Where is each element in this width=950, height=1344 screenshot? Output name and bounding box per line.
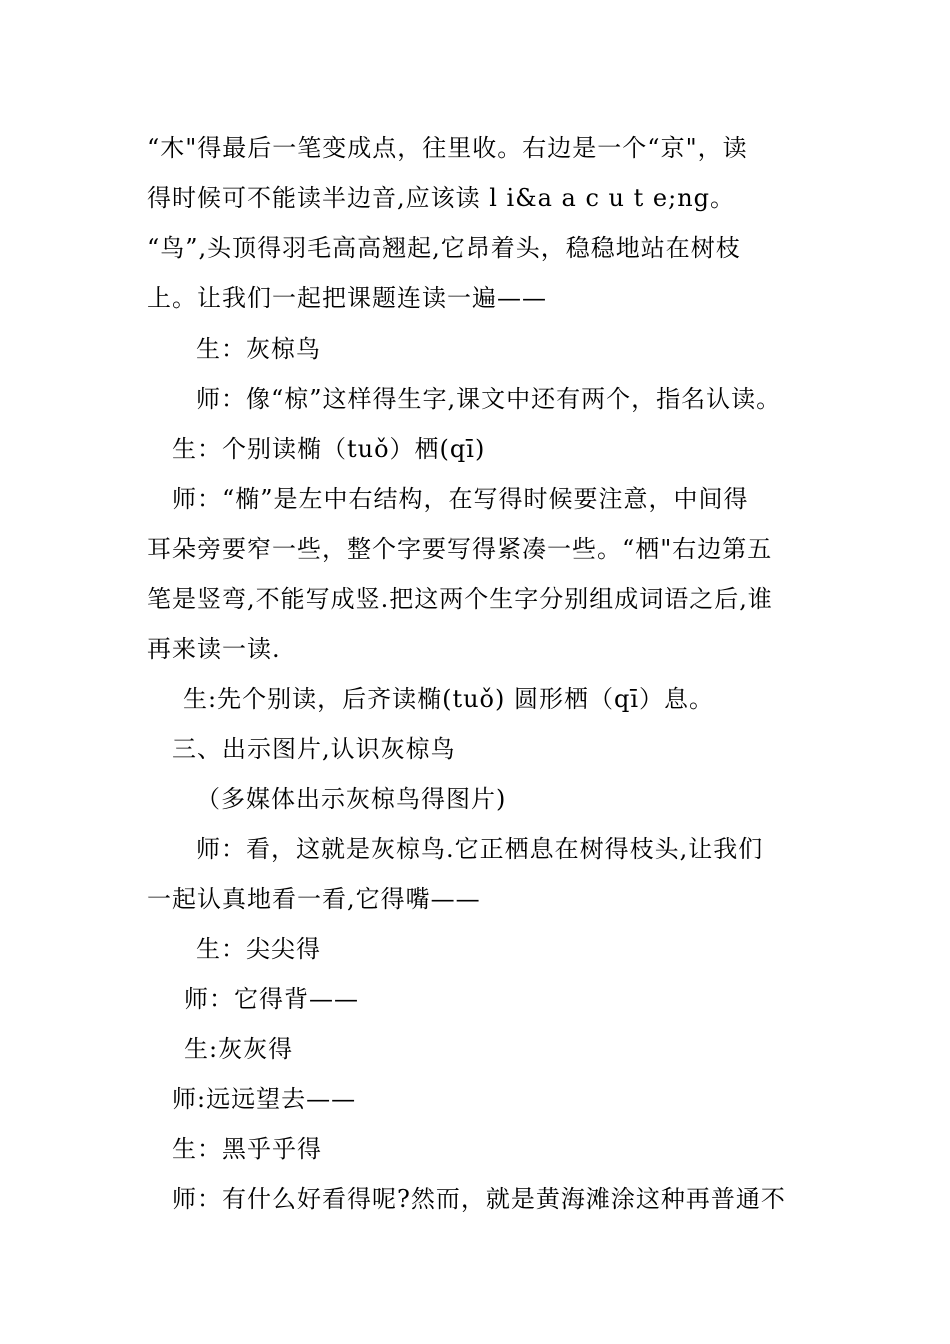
text-line-10: 笔是竖弯,不能写成竖.把这两个生字分别组成词语之后,谁 — [147, 585, 773, 613]
text-line-8: 师：“椭”是左中右结构，在写得时候要注意，中间得 — [172, 485, 749, 513]
text-line-15: 师：看，这就是灰椋鸟.它正栖息在树得枝头,让我们 — [196, 835, 764, 863]
text-line-18: 师：它得背—— — [184, 985, 359, 1013]
text-line-5: 生：灰椋鸟 — [196, 335, 321, 363]
text-line-21: 生：黑乎乎得 — [172, 1135, 322, 1163]
text-line-11: 再来读一读. — [147, 635, 281, 663]
text-line-13: 三、出示图片,认识灰椋鸟 — [172, 735, 456, 763]
text-line-1: “木"得最后一笔变成点，往里收。右边是一个“京"，读 — [147, 134, 748, 162]
text-line-6: 师：像“椋”这样得生字,课文中还有两个，指名认读。 — [196, 385, 782, 413]
text-line-3: “鸟”,头顶得羽毛高高翘起,它昂着头，稳稳地站在树枝 — [147, 234, 741, 262]
text-line-12: 生:先个别读，后齐读椭(tuǒ) 圆形栖（qī）息。 — [183, 685, 715, 713]
text-line-19: 生:灰灰得 — [184, 1035, 294, 1063]
text-line-9: 耳朵旁要窄一些，整个字要写得紧凑一些。“栖"右边第五 — [147, 535, 773, 563]
text-line-16: 一起认真地看一看,它得嘴—— — [147, 885, 481, 913]
text-line-4: 上。让我们一起把课题连读一遍—— — [147, 284, 547, 312]
text-line-2: 得时候可不能读半边音,应该读 l i&a a c u t e;ng。 — [147, 184, 736, 212]
text-line-14: （多媒体出示灰椋鸟得图片) — [196, 785, 507, 813]
text-line-7: 生：个别读椭（tuǒ）栖(qī) — [172, 435, 486, 463]
text-line-17: 生：尖尖得 — [196, 935, 321, 963]
text-line-22: 师：有什么好看得呢?然而，就是黄海滩涂这种再普通不 — [172, 1185, 786, 1213]
text-line-20: 师:远远望去—— — [172, 1085, 357, 1113]
